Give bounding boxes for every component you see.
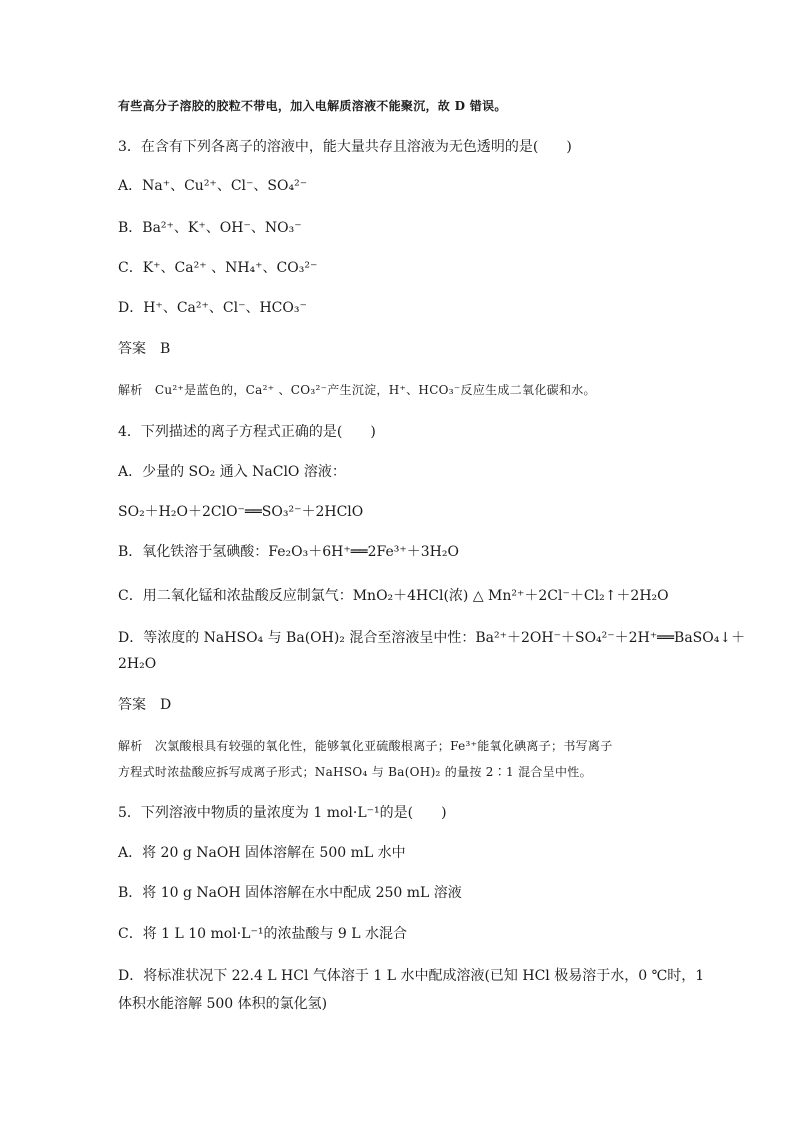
text-line-3: B．Ba²⁺、K⁺、OH⁻、NO₃⁻ bbox=[118, 220, 302, 236]
text-line-5: D．H⁺、Ca²⁺、Cl⁻、HCO₃⁻ bbox=[118, 300, 307, 316]
text-line-11: B．氧化铁溶于氢碘酸：Fe₂O₃＋6H⁺══2Fe³⁺＋3H₂O bbox=[118, 544, 459, 560]
text-line-18: 5．下列溶液中物质的量浓度为 1 mol·L⁻¹的是( ) bbox=[118, 805, 447, 821]
text-line-19: A．将 20 g NaOH 固体溶解在 500 mL 水中 bbox=[118, 845, 406, 861]
text-line-4: C．K⁺、Ca²⁺ 、NH₄⁺、CO₃²⁻ bbox=[118, 260, 318, 276]
text-line-12: C．用二氧化锰和浓盐酸反应制氯气：MnO₂＋4HCl(浓) △ Mn²⁺＋2Cl⁻＋Cl₂↑＋2H₂O bbox=[118, 588, 669, 604]
text-line-6: 答案 B bbox=[118, 341, 171, 357]
text-line-21: C．将 1 L 10 mol·L⁻¹的浓盐酸与 9 L 水混合 bbox=[118, 926, 408, 942]
text-line-2: A．Na⁺、Cu²⁺、Cl⁻、SO₄²⁻ bbox=[118, 178, 308, 194]
text-line-17: 方程式时浓盐酸应拆写成离子形式；NaHSO₄ 与 Ba(OH)₂ 的量按 2∶1 混合呈中性。 bbox=[118, 765, 592, 779]
text-line-8: 4．下列描述的离子方程式正确的是( ) bbox=[118, 424, 376, 440]
text-line-9: A．少量的 SO₂ 通入 NaClO 溶液： bbox=[118, 464, 346, 480]
text-line-10: SO₂＋H₂O＋2ClO⁻══SO₃²⁻＋2HClO bbox=[118, 504, 364, 520]
text-line-13: D．等浓度的 NaHSO₄ 与 Ba(OH)₂ 混合至溶液呈中性：Ba²⁺＋2OH⁻＋SO₄²⁻＋2H⁺══BaSO₄↓＋ bbox=[118, 630, 746, 646]
text-line-1: 3．在含有下列各离子的溶液中，能大量共存且溶液为无色透明的是( ) bbox=[118, 139, 572, 155]
text-line-0: 有些高分子溶胶的胶粒不带电，加入电解质溶液不能聚沉，故 D 错误。 bbox=[118, 99, 507, 113]
text-line-23: 体积水能溶解 500 体积的氯化氢) bbox=[118, 996, 328, 1012]
text-line-20: B．将 10 g NaOH 固体溶解在水中配成 250 mL 溶液 bbox=[118, 885, 462, 901]
text-line-22: D．将标准状况下 22.4 L HCl 气体溶于 1 L 水中配成溶液(已知 HCl 极易溶于水，0 ℃时，1 bbox=[118, 968, 705, 984]
text-line-14: 2H₂O bbox=[118, 656, 157, 672]
text-line-15: 答案 D bbox=[118, 697, 172, 713]
text-line-16: 解析 次氯酸根具有较强的氧化性，能够氧化亚硫酸根离子；Fe³⁺能氧化碘离子；书写离子 bbox=[118, 739, 613, 753]
text-line-7: 解析 Cu²⁺是蓝色的，Ca²⁺ 、CO₃²⁻产生沉淀，H⁺、HCO₃⁻反应生成二氧化碳和水。 bbox=[118, 383, 596, 397]
